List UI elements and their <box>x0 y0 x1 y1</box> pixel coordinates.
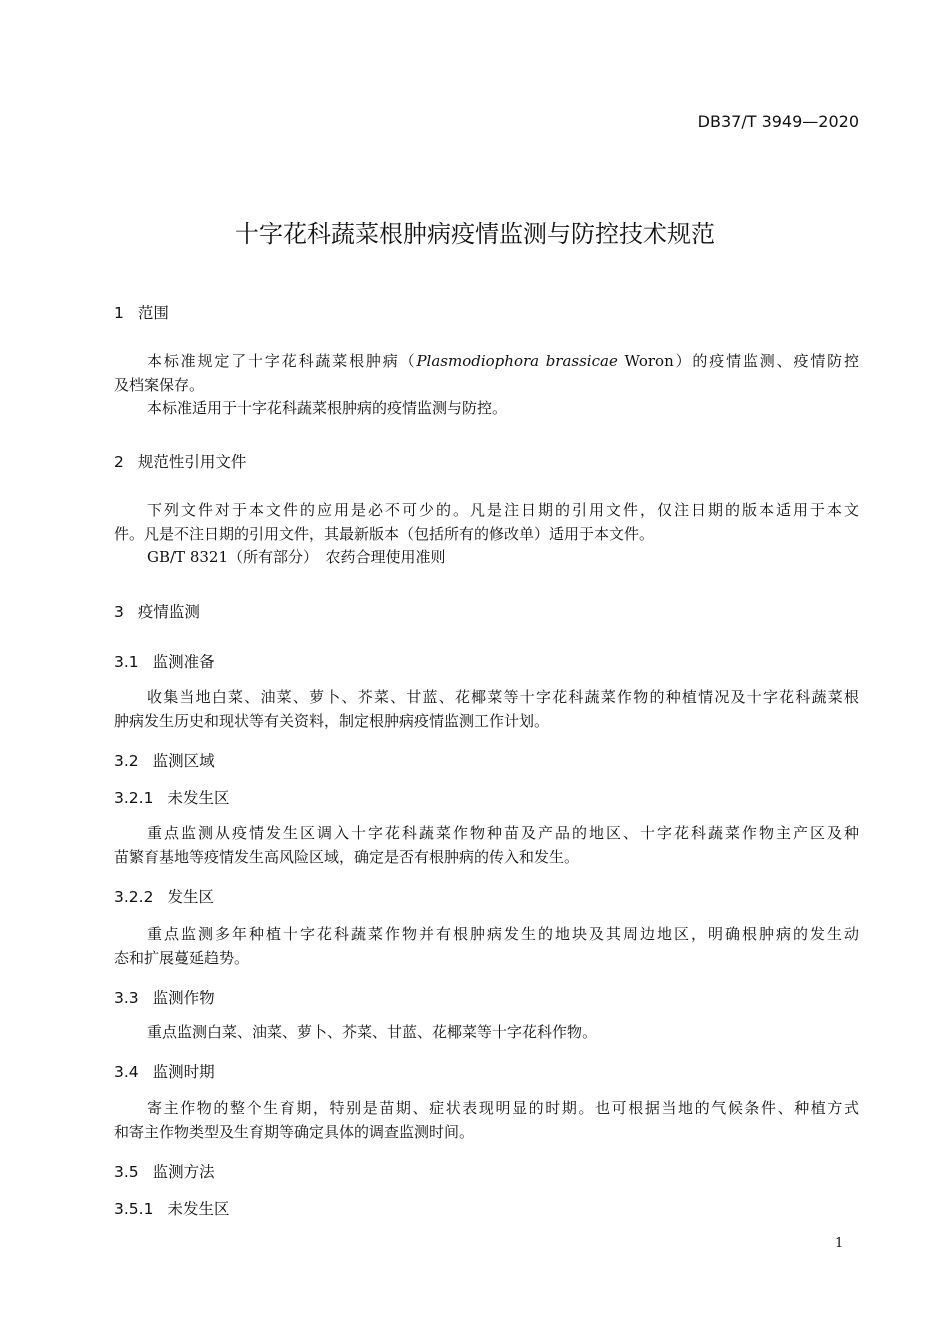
paragraph-scope-1 <box>114 350 859 397</box>
paragraph-line: 重点监测白菜、油菜、萝卜、芥菜、甘蓝、花椰菜等十字花科作物。 <box>147 1023 598 1041</box>
heading-3 <box>114 600 200 624</box>
heading-3-5-1 <box>114 1197 229 1221</box>
paragraph-line: 寄主作物的整个生育期，特别是苗期、症状表现明显的时期。也可根据当地的气候条件、种植方式 <box>147 1099 859 1117</box>
heading-number: 3.2.1 <box>114 789 154 807</box>
document-code: DB37/T 3949—2020 <box>697 112 859 131</box>
paragraph-line: 及档案保存。 <box>114 375 205 394</box>
heading-text: 未发生区 <box>167 789 230 807</box>
heading-text: 规范性引用文件 <box>137 453 247 471</box>
paragraph-line: 态和扩展蔓延趋势。 <box>114 948 250 967</box>
heading-3-5 <box>114 1160 215 1184</box>
text-run: Woron）的疫情监测、疫情防控 <box>617 352 859 370</box>
heading-3-2-2 <box>114 885 214 909</box>
paragraph-references <box>114 499 859 570</box>
paragraph-line: 件。凡是不注日期的引用文件，其最新版本（包括所有的修改单）适用于本文件。 <box>114 524 655 543</box>
heading-text: 监测准备 <box>152 653 215 671</box>
heading-3-1 <box>114 650 215 674</box>
paragraph-3-2-1 <box>114 822 859 869</box>
heading-3-3 <box>114 986 215 1010</box>
paragraph-line: 苗繁育基地等疫情发生高风险区域，确定是否有根肿病的传入和发生。 <box>114 847 580 866</box>
heading-text: 疫情监测 <box>137 603 200 621</box>
heading-number: 3.3 <box>114 989 139 1007</box>
heading-text: 监测作物 <box>152 989 215 1007</box>
heading-1 <box>114 301 169 325</box>
paragraph-3-4 <box>114 1097 859 1144</box>
species-name: Plasmodiophora brassicae <box>416 352 618 370</box>
heading-number: 3 <box>114 603 124 621</box>
heading-text: 监测时期 <box>152 1063 215 1081</box>
heading-3-2 <box>114 749 215 773</box>
heading-number: 1 <box>114 304 124 322</box>
paragraph-3-2-2 <box>114 923 859 970</box>
paragraph-line <box>114 350 859 374</box>
heading-number: 2 <box>114 453 124 471</box>
heading-number: 3.5 <box>114 1163 139 1181</box>
heading-2 <box>114 450 246 474</box>
heading-number: 3.5.1 <box>114 1200 154 1218</box>
heading-number: 3.4 <box>114 1063 139 1081</box>
paragraph-3-3 <box>114 1021 859 1045</box>
heading-3-2-1 <box>114 786 229 810</box>
paragraph-scope-2 <box>114 397 859 421</box>
paragraph-line: 本标准适用于十字花科蔬菜根肿病的疫情监测与防控。 <box>147 399 508 417</box>
paragraph-line: 重点监测从疫情发生区调入十字花科蔬菜作物种苗及产品的地区、十字花科蔬菜作物主产区及种 <box>147 824 859 842</box>
text-run: 本标准规定了十字花科蔬菜根肿病（ <box>147 352 417 370</box>
heading-text: 发生区 <box>167 888 214 906</box>
heading-number: 3.2.2 <box>114 888 154 906</box>
page-number: 1 <box>835 1236 844 1251</box>
paragraph-line: 肿病发生历史和现状等有关资料，制定根肿病疫情监测工作计划。 <box>114 711 550 730</box>
heading-number: 3.2 <box>114 752 139 770</box>
reference-item: GB/T 8321（所有部分） 农药合理使用准则 <box>147 548 446 566</box>
paragraph-3-1 <box>114 686 859 733</box>
paragraph-line: 重点监测多年种植十字花科蔬菜作物并有根肿病发生的地块及其周边地区，明确根肿病的发生动 <box>147 925 859 943</box>
heading-3-4 <box>114 1060 215 1084</box>
heading-text: 未发生区 <box>167 1200 230 1218</box>
heading-text: 范围 <box>137 304 169 322</box>
heading-text: 监测区域 <box>152 752 215 770</box>
heading-number: 3.1 <box>114 653 139 671</box>
paragraph-line: 和寄主作物类型及生育期等确定具体的调查监测时间。 <box>114 1122 475 1141</box>
paragraph-line: 收集当地白菜、油菜、萝卜、芥菜、甘蓝、花椰菜等十字花科蔬菜作物的种植情况及十字花科蔬菜根 <box>147 688 859 706</box>
heading-text: 监测方法 <box>152 1163 215 1181</box>
paragraph-line: 下列文件对于本文件的应用是必不可少的。凡是注日期的引用文件，仅注日期的版本适用于本文 <box>147 501 859 519</box>
page-title: 十字花科蔬菜根肿病疫情监测与防控技术规范 <box>235 220 715 248</box>
